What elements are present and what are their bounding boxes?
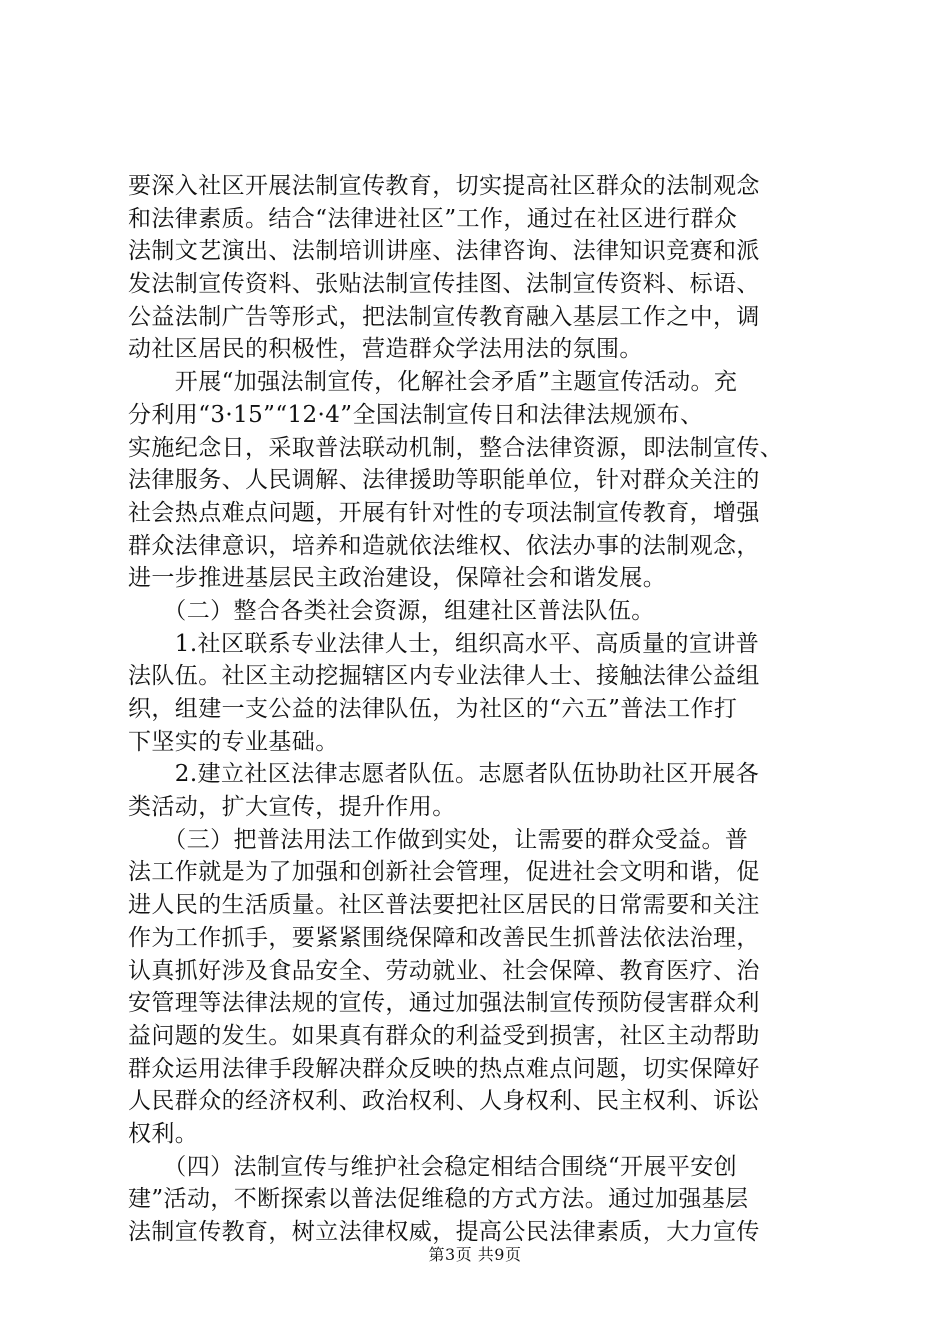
text-line: 开展“加强法制宣传，化解社会矛盾”主题宣传活动。充: [128, 369, 738, 396]
text-line: 动社区居民的积极性，营造群众学法用法的氛围。: [128, 336, 643, 363]
text-line: 益问题的发生。如果真有群众的利益受到损害，社区主动帮助: [128, 1022, 760, 1049]
text-line: 发法制宣传资料、张贴法制宣传挂图、法制宣传资料、标语、: [128, 271, 760, 298]
text-line: 和法律素质。结合“法律进社区”工作，通过在社区进行群众: [128, 205, 738, 232]
text-line: （四）法制宣传与维护社会稳定相结合围绕“开展平安创: [128, 1153, 738, 1180]
text-line: 群众运用法律手段解决群众反映的热点难点问题，切实保障好: [128, 1055, 760, 1082]
text-line: 类活动，扩大宣传，提升作用。: [128, 794, 456, 821]
text-line: （三）把普法用法工作做到实处，让需要的群众受益。普: [128, 826, 749, 853]
text-line: （二）整合各类社会资源，组建社区普法队伍。: [128, 597, 655, 624]
text-line: 2.建立社区法律志愿者队伍。志愿者队伍协助社区开展各: [128, 761, 760, 788]
text-line: 分利用“3·15”“12·4”全国法制宣传日和法律法规颁布、: [128, 401, 704, 428]
text-line: 法律服务、人民调解、法律援助等职能单位，针对群众关注的: [128, 467, 760, 494]
text-line: 法工作就是为了加强和创新社会管理，促进社会文明和谐，促: [128, 859, 760, 886]
page-number-footer: 第3页 共9页: [428, 1245, 522, 1264]
text-line: 1.社区联系专业法律人士，组织高水平、高质量的宣讲普: [128, 630, 760, 657]
text-line: 认真抓好涉及食品安全、劳动就业、社会保障、教育医疗、治: [128, 957, 760, 984]
text-line: 法制文艺演出、法制培训讲座、法律咨询、法律知识竞赛和派: [128, 238, 760, 265]
text-line: 法队伍。社区主动挖掘辖区内专业法律人士、接触法律公益组: [128, 663, 760, 690]
text-line: 人民群众的经济权利、政治权利、人身权利、民主权利、诉讼: [128, 1088, 760, 1115]
text-line: 进人民的生活质量。社区普法要把社区居民的日常需要和关注: [128, 892, 760, 919]
text-line: 要深入社区开展法制宣传教育，切实提高社区群众的法制观念: [128, 173, 760, 199]
text-line: 安管理等法律法规的宣传，通过加强法制宣传预防侵害群众利: [128, 990, 760, 1017]
text-line: 社会热点难点问题，开展有针对性的专项法制宣传教育，增强: [128, 499, 760, 526]
text-line: 群众法律意识，培养和造就依法维权、依法办事的法制观念，: [128, 532, 760, 559]
body-text: [128, 170, 828, 1249]
text-line: 权利。: [128, 1120, 199, 1147]
text-line: 实施纪念日，采取普法联动机制，整合法律资源，即法制宣传、: [128, 434, 784, 461]
text-line: 法制宣传教育，树立法律权威，提高公民法律素质，大力宣传: [128, 1219, 760, 1245]
text-line: 作为工作抓手，要紧紧围绕保障和改善民生抓普法依法治理，: [128, 924, 760, 951]
text-line: 建”活动，不断探索以普法促维稳的方式方法。通过加强基层: [128, 1186, 749, 1213]
text-line: 下坚实的专业基础。: [128, 728, 339, 755]
text-line: 进一步推进基层民主政治建设，保障社会和谐发展。: [128, 565, 667, 592]
text-line: 公益法制广告等形式，把法制宣传教育融入基层工作之中，调: [128, 303, 760, 330]
text-line: 织，组建一支公益的法律队伍，为社区的“六五”普法工作打: [128, 696, 738, 722]
